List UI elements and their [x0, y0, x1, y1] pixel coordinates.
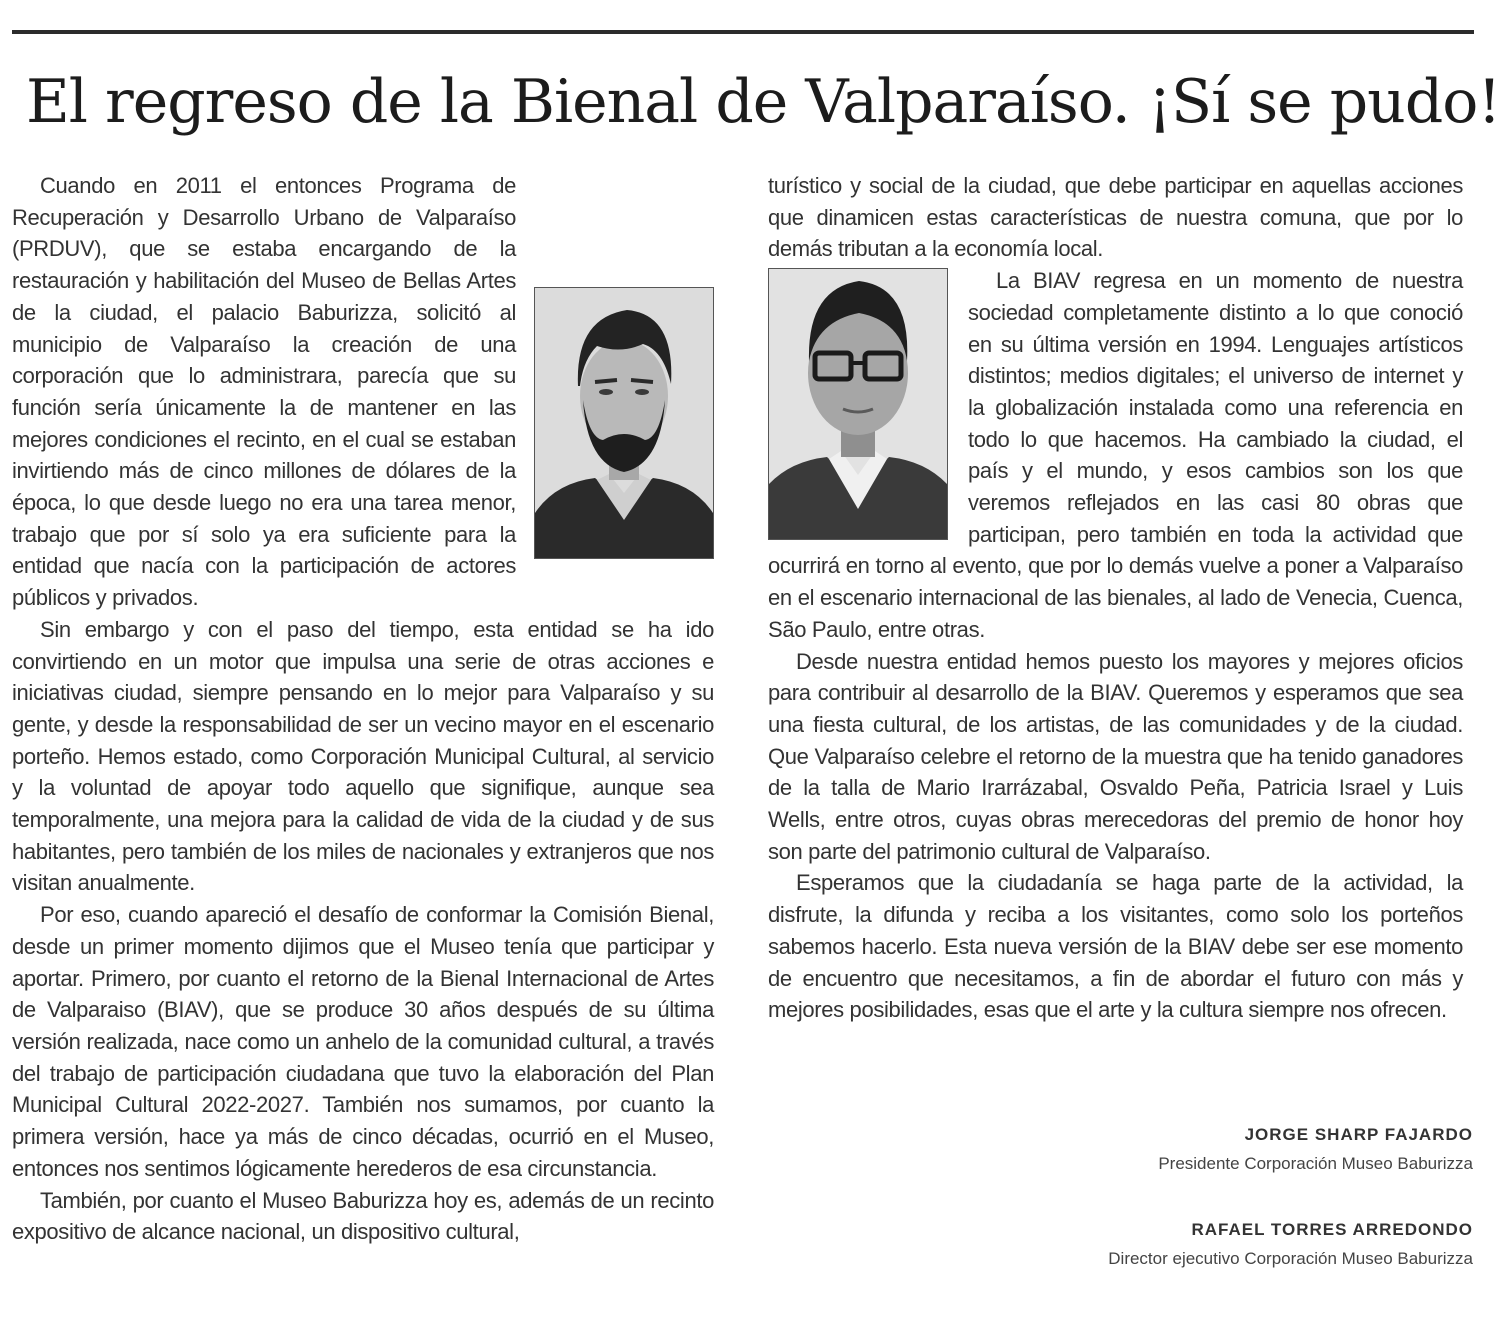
paragraph: La BIAV regresa en un momento de nuestra sociedad completamente distinto a lo que conoció en su última versión en 1994. Lenguajes artísticos distintos; medios digitales; el universo de internet y la globalización instalada como una referencia en todo lo que hacemos. Ha cambiado la ciudad, el país y el mundo, y esos cambios son los que veremos reflejados en las casi 80 obras que participan, pero también en toda la actividad que ocurrirá en torno al evento, que por lo demás vuelve a poner a Valparaíso en el escenario internacional de las bienales, al lado de Venecia, Cuenca, São Paulo, entre otras. — [768, 268, 1463, 642]
paragraph: Cuando en 2011 el entonces Programa de Recuperación y Desarrollo Urbano de Valparaíso (PRDUV), que se estaba encargando de la restauración y habilitación del Museo de Bellas Artes de la ciudad, el palacio Baburizza, solicitó al municipio de Valparaíso la creación de una corporación que lo administrara, parecía que su función sería únicamente la de mantener en las mejores condiciones el recinto, en el cual se estaban invirtiendo más de cinco millones de dólares de la época, lo que desde luego no era una tarea menor, trabajo que por sí solo ya era suficiente para la entidad que nacía con la participación de actores públicos y privados. — [12, 173, 516, 611]
author-photo-rafael-torres — [768, 268, 948, 540]
paragraph-continuation: turístico y social de la ciudad, que debe participar en aquellas acciones que dinamicen estas características de nuestra comuna, que por lo demás tributan a la economía local. — [768, 173, 1463, 262]
top-rule — [12, 30, 1474, 34]
article-column-right — [768, 170, 1463, 1026]
paragraph: Desde nuestra entidad hemos puesto los mayores y mejores oficios para contribuir al desarrollo de la BIAV. Queremos y esperamos que sea una fiesta cultural, de los artistas, de las comunidades y de la ciudad. Que Valparaíso celebre el retorno de la muestra que ha tenido ganadores de la talla de Mario Irarrázabal, Osvaldo Peña, Patricia Israel y Luis Wells, entre otros, cuyas obras merecedoras del premio de honor hoy son parte del patrimonio cultural de Valparaíso. — [768, 648, 1463, 864]
signature-name: RAFAEL TORRES ARREDONDO — [1191, 1220, 1473, 1239]
signature-role: Presidente Corporación Museo Baburizza — [1158, 1154, 1473, 1173]
signature-name: JORGE SHARP FAJARDO — [1244, 1125, 1473, 1144]
paragraph: Esperamos que la ciudadanía se haga parte de la actividad, la disfrute, la difunda y reciba a los visitantes, como solo los porteños sabemos hacerlo. Esta nueva versión de la BIAV debe ser ese momento de encuentro que necesitamos, a fin de abordar el futuro con más y mejores posibilidades, esas que el arte y la cultura siempre nos ofrecen. — [768, 870, 1463, 1023]
paragraph: Sin embargo y con el paso del tiempo, esta entidad se ha ido convirtiendo en un motor que impulsa una serie de otras acciones e iniciativas ciudad, siempre pensando en lo mejor para Valparaíso y su gente, y desde la responsabilidad de ser un vecino mayor en el escenario porteño. Hemos estado, como Corporación Municipal Cultural, al servicio y la voluntad de apoyar todo aquello que signifique, aunque sea temporalmente, una mejora para la calidad de vida de la ciudad y de sus habitantes, pero también de los miles de nacionales y extranjeros que nos visitan anualmente. — [12, 616, 714, 896]
article-title: El regreso de la Bienal de Valparaíso. ¡Sí se pudo! — [26, 67, 1501, 137]
author-photo-jorge-sharp — [534, 287, 714, 559]
paragraph: Por eso, cuando apareció el desafío de conformar la Comisión Bienal, desde un primer momento dijimos que el Museo tenía que participar y aportar. Primero, por cuanto el retorno de la Bienal Internacional de Artes de Valparaiso (BIAV), que se produce 30 años después de su última versión realizada, nace como un anhelo de la comunidad cultural, a través del trabajo de participación ciudadana que tuvo la elaboración del Plan Municipal Cultural 2022-2027. También nos sumamos, por cuanto la primera versión, hace ya más de cinco décadas, ocurrió en el Museo, entonces nos sentimos lógicamente herederos de esa circunstancia. — [12, 902, 714, 1181]
signature-role: Director ejecutivo Corporación Museo Baburizza — [1108, 1249, 1473, 1268]
paragraph: También, por cuanto el Museo Baburizza hoy es, además de un recinto expositivo de alcance nacional, un dispositivo cultural, — [12, 1187, 714, 1245]
signature-block — [1108, 1219, 1473, 1272]
article-column-left — [12, 170, 714, 1248]
signature-block — [1158, 1124, 1473, 1177]
